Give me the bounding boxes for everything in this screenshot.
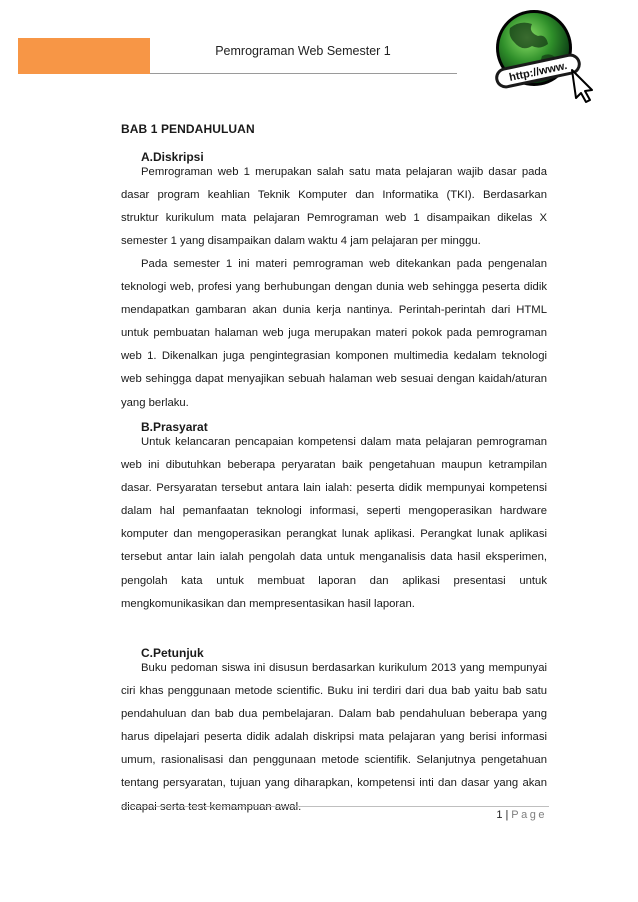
header-rule — [150, 73, 457, 74]
page-footer — [400, 809, 547, 821]
footer-rule — [121, 806, 549, 807]
chapter-title: BAB 1 PENDAHULUAN — [121, 122, 255, 136]
header-title: Pemrograman Web Semester 1 — [215, 44, 391, 58]
globe-logo-text: http://www. — [508, 59, 569, 84]
footer-separator: | — [505, 809, 509, 821]
globe-logo-icon — [480, 6, 602, 106]
paragraph-diskripsi-1: Pemrograman web 1 merupakan salah satu mata pelajaran wajib dasar pada dasar program keahlian Teknik Komputer dan Informatika (TKI). Berdasarkan struktur kurikulum mata pelajaran Pemrograman web 1 disampaikan dikelas X semester 1 yang disampaikan dalam waktu 4 jam pelajaran per minggu. — [121, 166, 547, 248]
section-heading-petunjuk: C.Petunjuk — [141, 646, 204, 660]
page-number: 1 — [496, 809, 503, 821]
paragraph-prasyarat: Untuk kelancaran pencapaian kompetensi dalam mata pelajaran pemrograman web ini dibutuhkan beberapa peryaratan baik pengetahuan maupun ketrampilan dasar. Persyaratan tersebut antara lain ialah: peserta didik mempunyai kompetensi dalam hal pemanfaatan teknologi informasi, seperti mengoperasikan hardware komputer dan mengoperasikan perangkat lunak aplikasi. Perangkat lunak aplikasi tersebut antar lain ialah pengolah data untuk menganalisis data hasil eksperimen, pengolah kata untuk membuat laporan dan aplikasi presentasi untuk mengkomunikasikan dan mempresentasikan hasil laporan. — [121, 436, 547, 610]
section-heading-prasyarat: B.Prasyarat — [141, 420, 208, 434]
section-heading-diskripsi: A.Diskripsi — [141, 150, 204, 164]
paragraph-petunjuk: Buku pedoman siswa ini disusun berdasarkan kurikulum 2013 yang mempunyai ciri khas penggunaan metode scientific. Buku ini terdiri dari dua bab yaitu bab satu pendahuluan dan bab dua pembelajaran. Dalam bab pendahuluan beberapa yang harus dipelajari peserta didik adalah diskripsi mata pelajaran yang berisi informasi umum, rasionalisasi dan penggunaan metode scientifik. Selanjutnya pengetahuan tentang persyaratan, tujuan yang diharapkan, kompetensi inti dan dasar yang akan dicapai serta test kemampuan awal. — [121, 662, 547, 813]
paragraph-diskripsi-2: Pada semester 1 ini materi pemrograman web ditekankan pada pengenalan teknologi web, profesi yang berhubungan dengan dunia web sehingga peserta didik mendapatkan gambaran akan dunia kerja nantinya. Perintah-perintah dari HTML untuk pembuatan halaman web juga merupakan materi pokok pada pemrograman web 1. Dikenalkan juga pengintegrasian komponen multimedia kedalam teknologi web sehingga dapat menyajikan sebuah halaman web sesuai dengan kaidah/aturan yang berlaku. — [121, 258, 547, 409]
page-label: Page — [511, 809, 547, 821]
header-accent-bar — [18, 38, 150, 74]
